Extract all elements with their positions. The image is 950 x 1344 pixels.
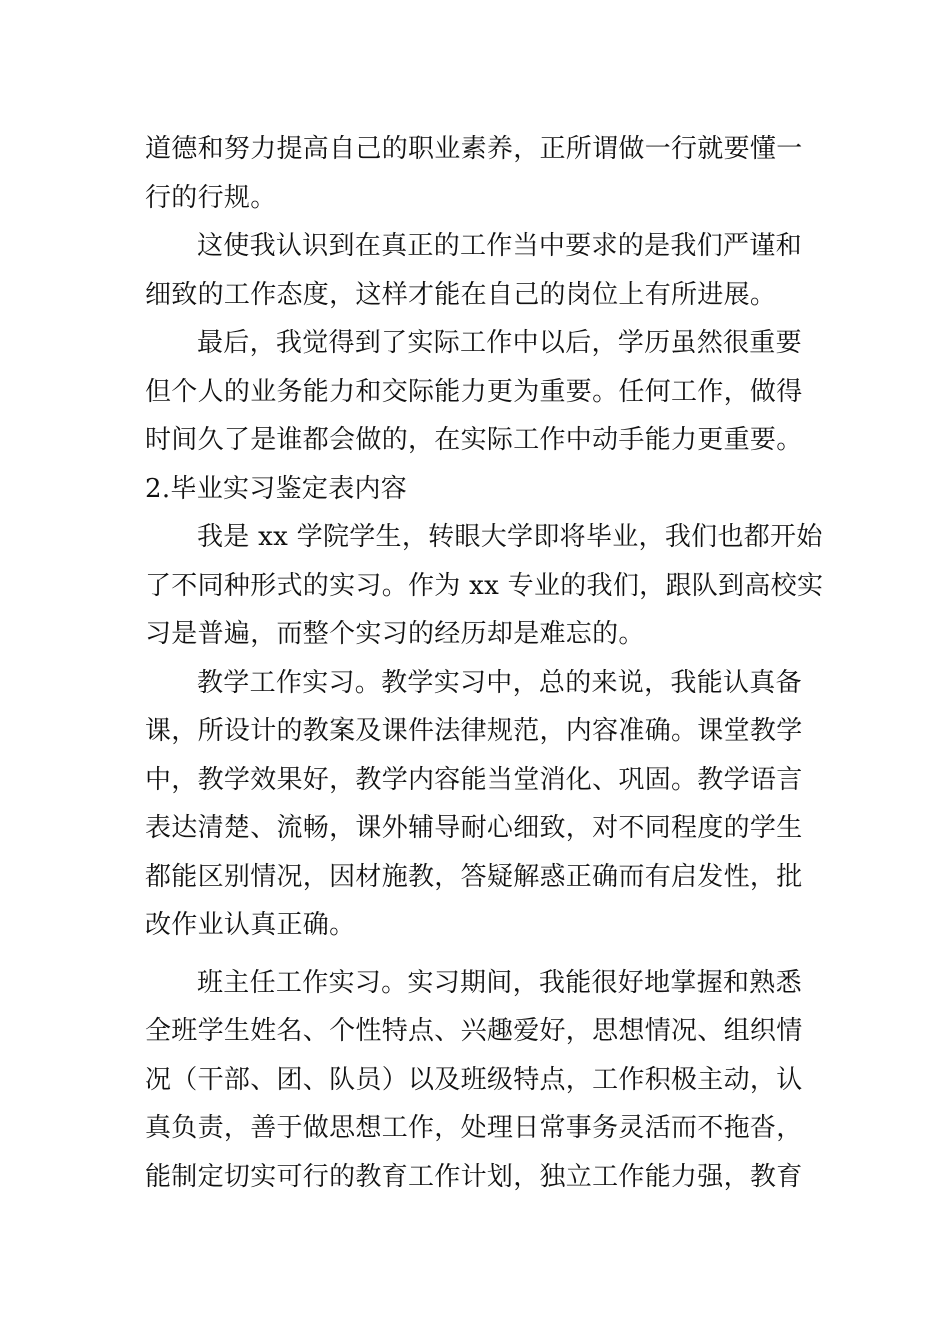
text-line: 能制定切实可行的教育工作计划，独立工作能力强，教育 — [145, 1161, 803, 1192]
text-line: 况（干部、团、队员）以及班级特点，工作积极主动，认 — [145, 1064, 803, 1095]
text-line: 全班学生姓名、个性特点、兴趣爱好，思想情况、组织情 — [145, 1016, 803, 1046]
paragraph-start-line: 我是 xx 学院学生，转眼大学即将毕业，我们也都开始 — [197, 522, 823, 552]
document-body — [145, 125, 824, 1201]
paragraph-start-line: 教学工作实习。教学实习中，总的来说，我能认真备 — [197, 667, 802, 698]
text-line: 行的行规。 — [145, 182, 277, 213]
paragraph-gap — [145, 950, 810, 959]
text-line: 课，所设计的教案及课件法律规范，内容准确。课堂教学 — [145, 716, 803, 746]
text-line: 了不同种形式的实习。作为 xx 专业的我们，跟队到高校实 — [145, 570, 824, 601]
text-line: 都能区别情况，因材施教，答疑解惑正确而有启发性，批 — [145, 861, 803, 892]
section-heading: 2.毕业实习鉴定表内容 — [145, 473, 408, 504]
text-line: 表达清楚、流畅，课外辅导耐心细致，对不同程度的学生 — [145, 813, 803, 843]
text-line: 真负责，善于做思想工作，处理日常事务灵活而不拖沓， — [145, 1113, 803, 1143]
text-line: 时间久了是谁都会做的，在实际工作中动手能力更重要。 — [145, 425, 803, 455]
text-line: 但个人的业务能力和交际能力更为重要。任何工作，做得 — [145, 376, 803, 407]
paragraph-start-line: 班主任工作实习。实习期间，我能很好地掌握和熟悉 — [197, 967, 802, 998]
text-line: 细致的工作态度，这样才能在自己的岗位上有所进展。 — [145, 279, 777, 310]
text-line: 中，教学效果好，教学内容能当堂消化、巩固。教学语言 — [145, 764, 803, 795]
text-line: 改作业认真正确。 — [145, 910, 356, 940]
paragraph-start-line: 这使我认识到在真正的工作当中要求的是我们严谨和 — [197, 231, 802, 261]
text-line: 道德和努力提高自己的职业素养，正所谓做一行就要懂一 — [145, 134, 803, 164]
paragraph-start-line: 最后，我觉得到了实际工作中以后，学历虽然很重要 — [197, 328, 802, 358]
text-line: 习是普遍，而整个实习的经历却是难忘的。 — [145, 619, 645, 649]
